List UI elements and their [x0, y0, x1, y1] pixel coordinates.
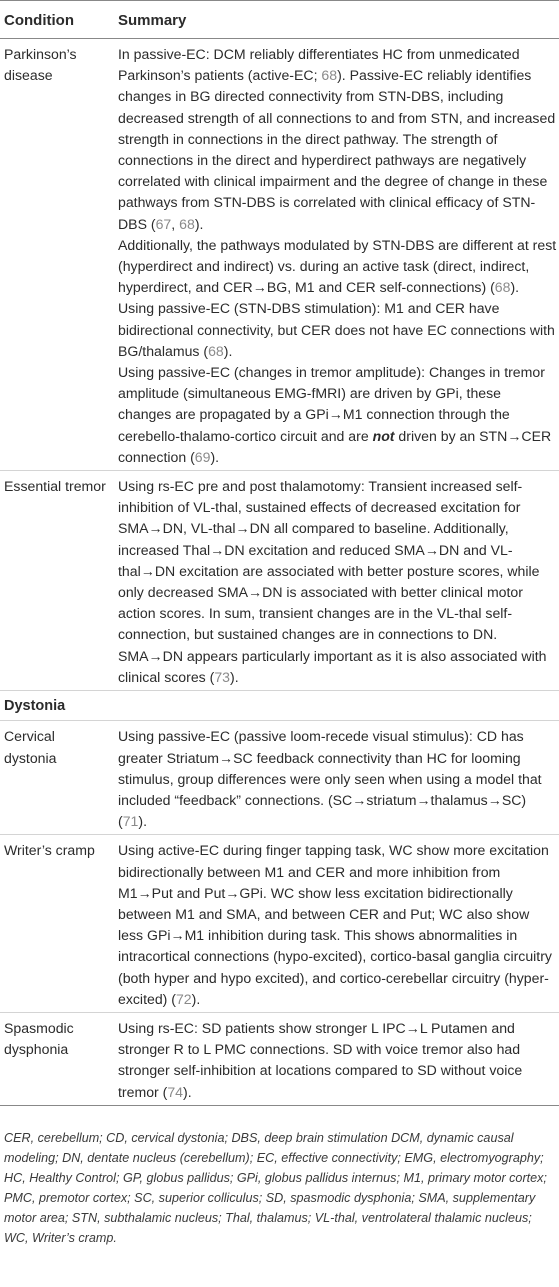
- condition-cell: Essential tremor: [0, 471, 112, 691]
- summary-paragraph: [118, 44, 557, 235]
- table-header-row: [0, 1, 559, 39]
- section-heading: Dystonia: [0, 691, 559, 721]
- summary-text: ).: [223, 342, 233, 359]
- summary-paragraph: [118, 476, 557, 688]
- reference-link[interactable]: 67: [155, 215, 172, 232]
- summary-text: Using passive-EC (STN-DBS stimulation): M1 and CER have bidirectional connectivity, but CER does not have EC connections with BG/thalamus (: [118, 300, 555, 359]
- reference-link[interactable]: 68: [179, 215, 195, 232]
- column-header-condition: Condition: [0, 1, 112, 39]
- summary-text: ).: [210, 448, 220, 465]
- summary-text: ).: [138, 813, 147, 830]
- summary-paragraph: [118, 840, 557, 1010]
- section-row: [0, 691, 559, 721]
- reference-link[interactable]: 68: [494, 279, 511, 296]
- column-header-summary: Summary: [112, 1, 559, 39]
- summary-text: Using rs-EC pre and post thalamotomy: Transient increased self-inhibition of VL-thal, sustained effects of decreased excitation for SMA→DN, VL-thal→DN all compared to baseline. Additionally, increased Thal→DN excitation and reduced SMA→DN and VL-thal→DN excitation are associated with better posture scores, while only decreased SMA→DN is associated with better clinical motor action scores. In sum, transient changes are in the VL-thal self-connection, but sustained changes are in connections to DN. SMA→DN appears particularly important as it is also associated with clinical scores (: [118, 478, 547, 685]
- condition-cell: Writer’s cramp: [0, 835, 112, 1013]
- condition-cell: Parkinson’s disease: [0, 39, 112, 471]
- condition-cell: Cervical dystonia: [0, 721, 112, 835]
- table-row: [0, 39, 559, 471]
- reference-link[interactable]: 69: [194, 448, 211, 465]
- summary-text: ).: [183, 1083, 192, 1100]
- condition-cell: Spasmodic dysphonia: [0, 1012, 112, 1105]
- reference-link[interactable]: 73: [214, 668, 231, 685]
- reference-link[interactable]: 74: [167, 1083, 184, 1100]
- table-row: [0, 721, 559, 835]
- emphasis-text: not: [372, 427, 395, 444]
- summary-text: ). Passive-EC reliably identifies changes in BG directed connectivity from STN-DBS, including decreased strength of all connections to and from STN, and increased strength in connections in the direct pathway. The strength of connections in the direct and hyperdirect pathways are negatively correlated with clinical impairment and the degree of change in these pathways from STN-DBS is correlated with clinical efficacy of STN-DBS (: [118, 67, 556, 232]
- summary-cell: [112, 39, 559, 471]
- reference-link[interactable]: 71: [122, 813, 139, 830]
- summary-text: Using passive-EC (changes in tremor amplitude): Changes in tremor amplitude (simultaneous EMG-fMRI) are driven by GPi, these changes are propagated by a GPi→M1 connection through the cerebello-thalamo-cortico circuit and are: [118, 364, 545, 444]
- summary-text: ).: [230, 668, 239, 685]
- reference-link[interactable]: 68: [208, 342, 224, 359]
- summary-paragraph: [118, 362, 557, 468]
- summary-text: In passive-EC: DCM reliably differentiates HC from unmedicated Parkinson’s patients (active-EC;: [118, 46, 520, 84]
- summary-cell: [112, 1012, 559, 1105]
- summary-text: ).: [194, 215, 204, 232]
- table-row: [0, 471, 559, 691]
- summary-text: Additionally, the pathways modulated by STN-DBS are different at rest (hyperdirect and indirect) vs. during an active task (direct, indirect, hyperdirect, and CER→BG, M1 and CER self-connections) (: [118, 236, 557, 296]
- table-body: [0, 39, 559, 1106]
- summary-cell: [112, 721, 559, 835]
- summary-cell: [112, 471, 559, 691]
- reference-link[interactable]: 68: [321, 67, 338, 84]
- summary-paragraph: [118, 1018, 557, 1103]
- summary-text: Using rs-EC: SD patients show stronger L IPC→L Putamen and stronger R to L PMC connections. SD with voice tremor also had stronger self-inhibition at locations compared to SD without voice tremor (: [118, 1019, 523, 1100]
- summary-paragraph: [118, 235, 557, 299]
- summary-cell: [112, 835, 559, 1013]
- table-row: [0, 835, 559, 1013]
- summary-text: Using active-EC during finger tapping task, WC show more excitation bidirectionally between M1 and CER and more inhibition from M1→Put and Put→GPi. WC show less excitation bidirectionally between M1 and SMA, and between CER and Put; WC also show less GPi→M1 inhibition during task. This shows abnormalities in intracortical connections (hypo-excited), cortico-basal ganglia circuitry (both hyper and hypo excited), and cortico-cerebellar circuitry (hyper-excited) (: [118, 842, 552, 1007]
- summary-text: driven by an STN→CER connection (: [118, 427, 552, 465]
- reference-link[interactable]: 72: [175, 990, 192, 1007]
- summary-text: ).: [191, 990, 201, 1007]
- table-row: [0, 1012, 559, 1105]
- summary-text: ,: [171, 215, 180, 232]
- summary-text: ).: [510, 279, 520, 296]
- summary-text: Using passive-EC (passive loom-recede visual stimulus): CD has greater Striatum→SC feedback connectivity than HC for looming stimulus, group differences were only seen when using a model that included “feedback” connections. (SC→striatum→thalamus→SC) (: [118, 728, 542, 830]
- summary-paragraph: [118, 726, 557, 832]
- summary-paragraph: [118, 298, 557, 362]
- table-footnote: CER, cerebellum; CD, cervical dystonia; DBS, deep brain stimulation DCM, dynamic causal modeling; DN, dentate nucleus (cerebellum); EC, effective connectivity; EMG, electromyography; HC, Healthy Control; GP, globus pallidus; GPi, globus pallidus internus; M1, primary motor cortex; PMC, premotor cortex; SC, superior colliculus; SD, spasmodic dysphonia; SMA, supplementary motor area; STN, subthalamic nucleus; Thal, thalamus; VL-thal, ventrolateral thalamic nucleus; WC, Writer’s cramp.: [4, 1130, 547, 1245]
